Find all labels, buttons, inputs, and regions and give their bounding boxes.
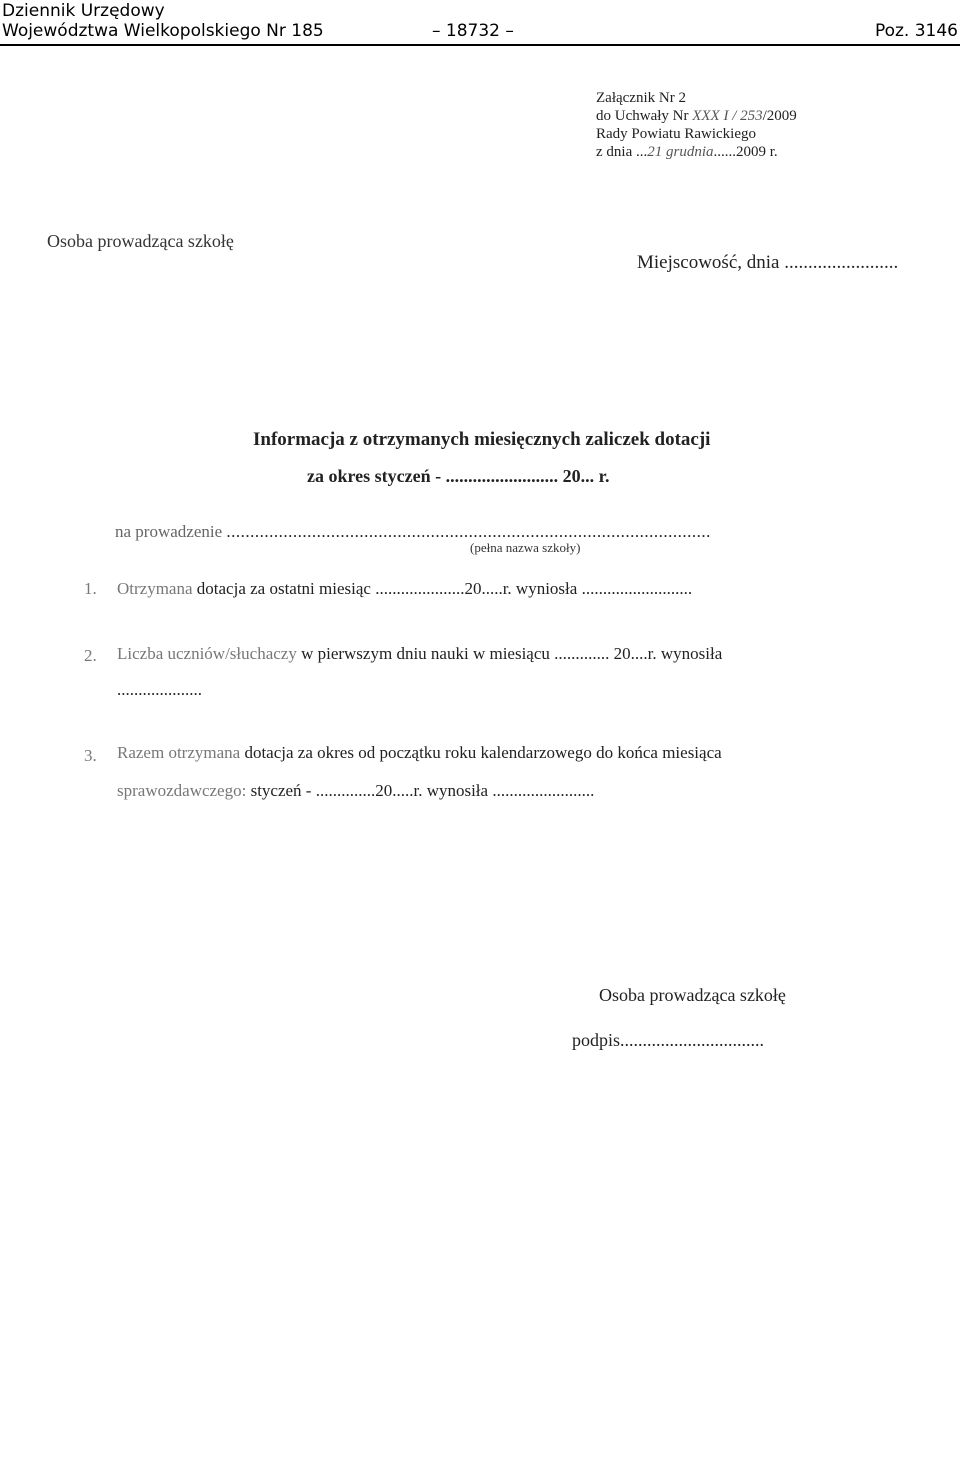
place-date-field: Miejscowość, dnia ........................ xyxy=(637,252,899,273)
item3-faint: Razem otrzymana xyxy=(117,743,241,762)
item2-text xyxy=(117,644,722,664)
annex-date-handwritten: 21 grudnia xyxy=(647,144,714,160)
annex-resolution xyxy=(596,108,797,125)
annex-date xyxy=(596,144,778,161)
item1-number: 1. xyxy=(84,579,97,598)
page-number: – 18732 – xyxy=(432,21,514,41)
item3-continuation xyxy=(117,781,594,801)
position-number: Poz. 3146 xyxy=(874,21,958,41)
item2-number: 2. xyxy=(84,646,97,665)
conducting-line xyxy=(115,522,711,542)
header-divider xyxy=(0,44,960,46)
item3-body: dotacja za okres od początku roku kalendarzowego do końca miesiąca xyxy=(244,743,722,762)
form-period: za okres styczeń - ......................... 20... r. xyxy=(307,466,610,486)
journal-subtitle: Województwa Wielkopolskiego Nr 185 xyxy=(2,21,324,41)
annex-resolution-suffix: /2009 xyxy=(762,108,797,124)
item1-faint: Otrzymana xyxy=(117,579,193,598)
conducting-dots: ...................................................................................................... xyxy=(226,522,711,541)
annex-number: Załącznik Nr 2 xyxy=(596,90,686,106)
school-name-caption: (pełna nazwa szkoły) xyxy=(470,540,581,555)
signature-dots: ................................ xyxy=(620,1030,765,1050)
annex-date-suffix: ......2009 r. xyxy=(713,144,778,160)
item2-continuation: .................... xyxy=(117,680,202,699)
item2-faint: Liczba uczniów/słuchaczy xyxy=(117,644,297,663)
conducting-label: na prowadzenie xyxy=(115,522,223,541)
item3-cont-faint: sprawozdawczego: xyxy=(117,781,247,800)
item2-body: w pierwszym dniu nauki w miesiącu ............. 20....r. wynosiła xyxy=(301,644,723,663)
annex-council: Rady Powiatu Rawickiego xyxy=(596,126,756,142)
annex-resolution-handwritten: XXX I / 253 xyxy=(692,108,763,124)
item1-text xyxy=(117,579,692,599)
item3-text xyxy=(117,743,722,763)
signature-line xyxy=(572,1030,764,1051)
school-operator-label: Osoba prowadząca szkołę xyxy=(47,231,234,251)
annex-resolution-prefix: do Uchwały Nr xyxy=(596,108,693,124)
annex-date-prefix: z dnia ... xyxy=(596,144,648,160)
item3-cont-body: styczeń - ..............20.....r. wynosiła ........................ xyxy=(250,781,595,800)
item3-number: 3. xyxy=(84,746,97,765)
form-title: Informacja z otrzymanych miesięcznych zaliczek dotacji xyxy=(253,429,711,450)
item1-body: dotacja za ostatni miesiąc .....................20.....r. wyniosła .......................... xyxy=(196,579,693,598)
signature-operator: Osoba prowadząca szkołę xyxy=(599,985,786,1005)
signature-label: podpis xyxy=(572,1030,621,1050)
journal-title: Dziennik Urzędowy xyxy=(2,1,165,21)
